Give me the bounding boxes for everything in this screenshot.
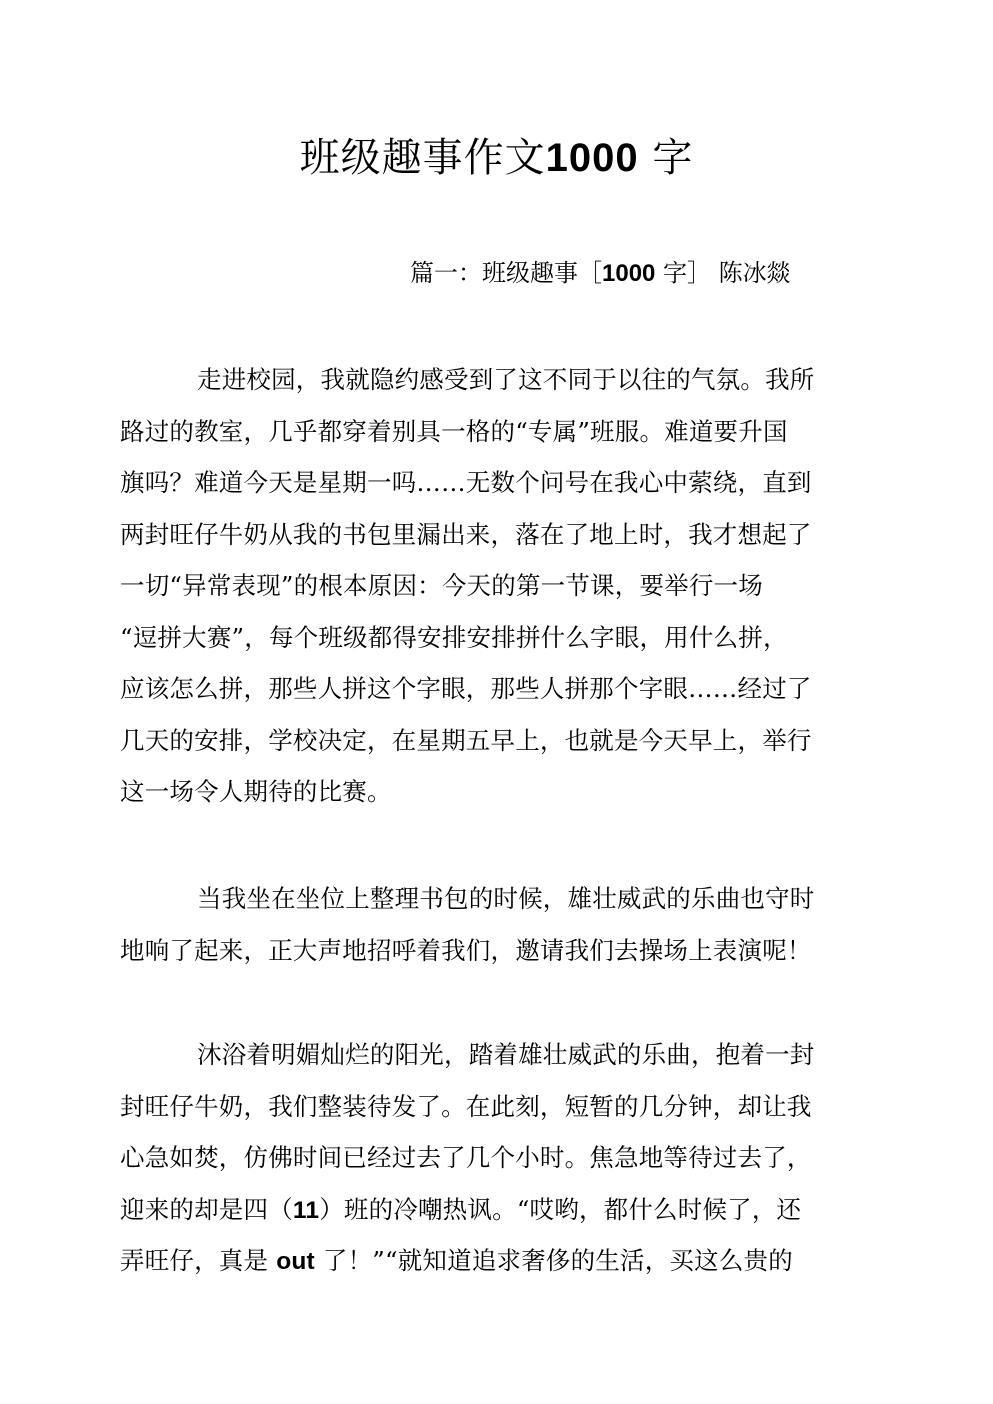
paragraph-line: 一切“异常表现”的根本原因：今天的第一节课，要举行一场 bbox=[120, 571, 763, 600]
paragraph-line: 地响了起来，正大声地招呼着我们，邀请我们去操场上表演呢！ bbox=[120, 935, 812, 965]
title-number: 1000 bbox=[545, 136, 639, 180]
paragraph-3 bbox=[120, 1029, 870, 1287]
paragraph-line bbox=[120, 1235, 870, 1287]
paragraph-line: “逗拼大赛”，每个班级都得安排安排拼什么字眼，用什么拼， bbox=[120, 622, 788, 652]
subtitle-suffix: 字］ 陈冰燚 bbox=[663, 259, 791, 287]
paragraph-line: 走进校园，我就隐约感受到了这不同于以往的气氛。我所 bbox=[197, 365, 815, 394]
title-suffix: 字 bbox=[652, 135, 694, 181]
paragraph-line: 封旺仔牛奶，我们整装待发了。在此刻，短暂的几分钟，却让我 bbox=[120, 1091, 812, 1121]
subtitle-text: 篇一：班级趣事［ bbox=[410, 259, 602, 287]
line-text: 了！”“就知道追求奢侈的生活，买这么贵的 bbox=[314, 1246, 793, 1275]
paragraph-line: 两封旺仔牛奶从我的书包里漏出来，落在了地上时，我才想起了 bbox=[120, 519, 812, 549]
subtitle-number: 1000 bbox=[602, 260, 656, 287]
line-text: 弄旺仔，真是 bbox=[120, 1246, 277, 1275]
document-subtitle bbox=[410, 255, 791, 292]
paragraph-2 bbox=[120, 873, 870, 976]
line-text: ）班的冷嘲热讽。“哎哟，都什么时候了，还 bbox=[319, 1194, 802, 1224]
paragraph-line: 心急如焚，仿佛时间已经过去了几个小时。焦急地等待过去了， bbox=[120, 1143, 812, 1172]
paragraph-line: 这一场令人期待的比赛。 bbox=[120, 777, 392, 806]
title-text: 班级趣事作文 bbox=[299, 135, 546, 181]
class-number: 11 bbox=[292, 1196, 320, 1224]
latin-word: out bbox=[276, 1248, 315, 1275]
paragraph-line: 旗吗？难道今天是星期一吗……无数个问号在我心中萦绕，直到 bbox=[120, 468, 812, 497]
paragraph-line bbox=[120, 1184, 870, 1236]
paragraph-line: 路过的教室，几乎都穿着别具一格的“专属”班服。难道要升国 bbox=[120, 416, 788, 446]
paragraph-line: 几天的安排，学校决定，在星期五早上，也就是今天早上，举行 bbox=[120, 725, 812, 755]
document-title bbox=[0, 130, 993, 186]
paragraph-line: 应该怎么拼，那些人拼这个字眼，那些人拼那个字眼……经过了 bbox=[120, 674, 812, 703]
paragraph-line: 沐浴着明媚灿烂的阳光，踏着雄壮威武的乐曲，抱着一封 bbox=[197, 1040, 815, 1069]
line-text: 迎来的却是四（ bbox=[120, 1194, 293, 1224]
paragraph-1 bbox=[120, 354, 870, 818]
paragraph-line: 当我坐在坐位上整理书包的时候，雄壮威武的乐曲也守时 bbox=[197, 884, 815, 913]
